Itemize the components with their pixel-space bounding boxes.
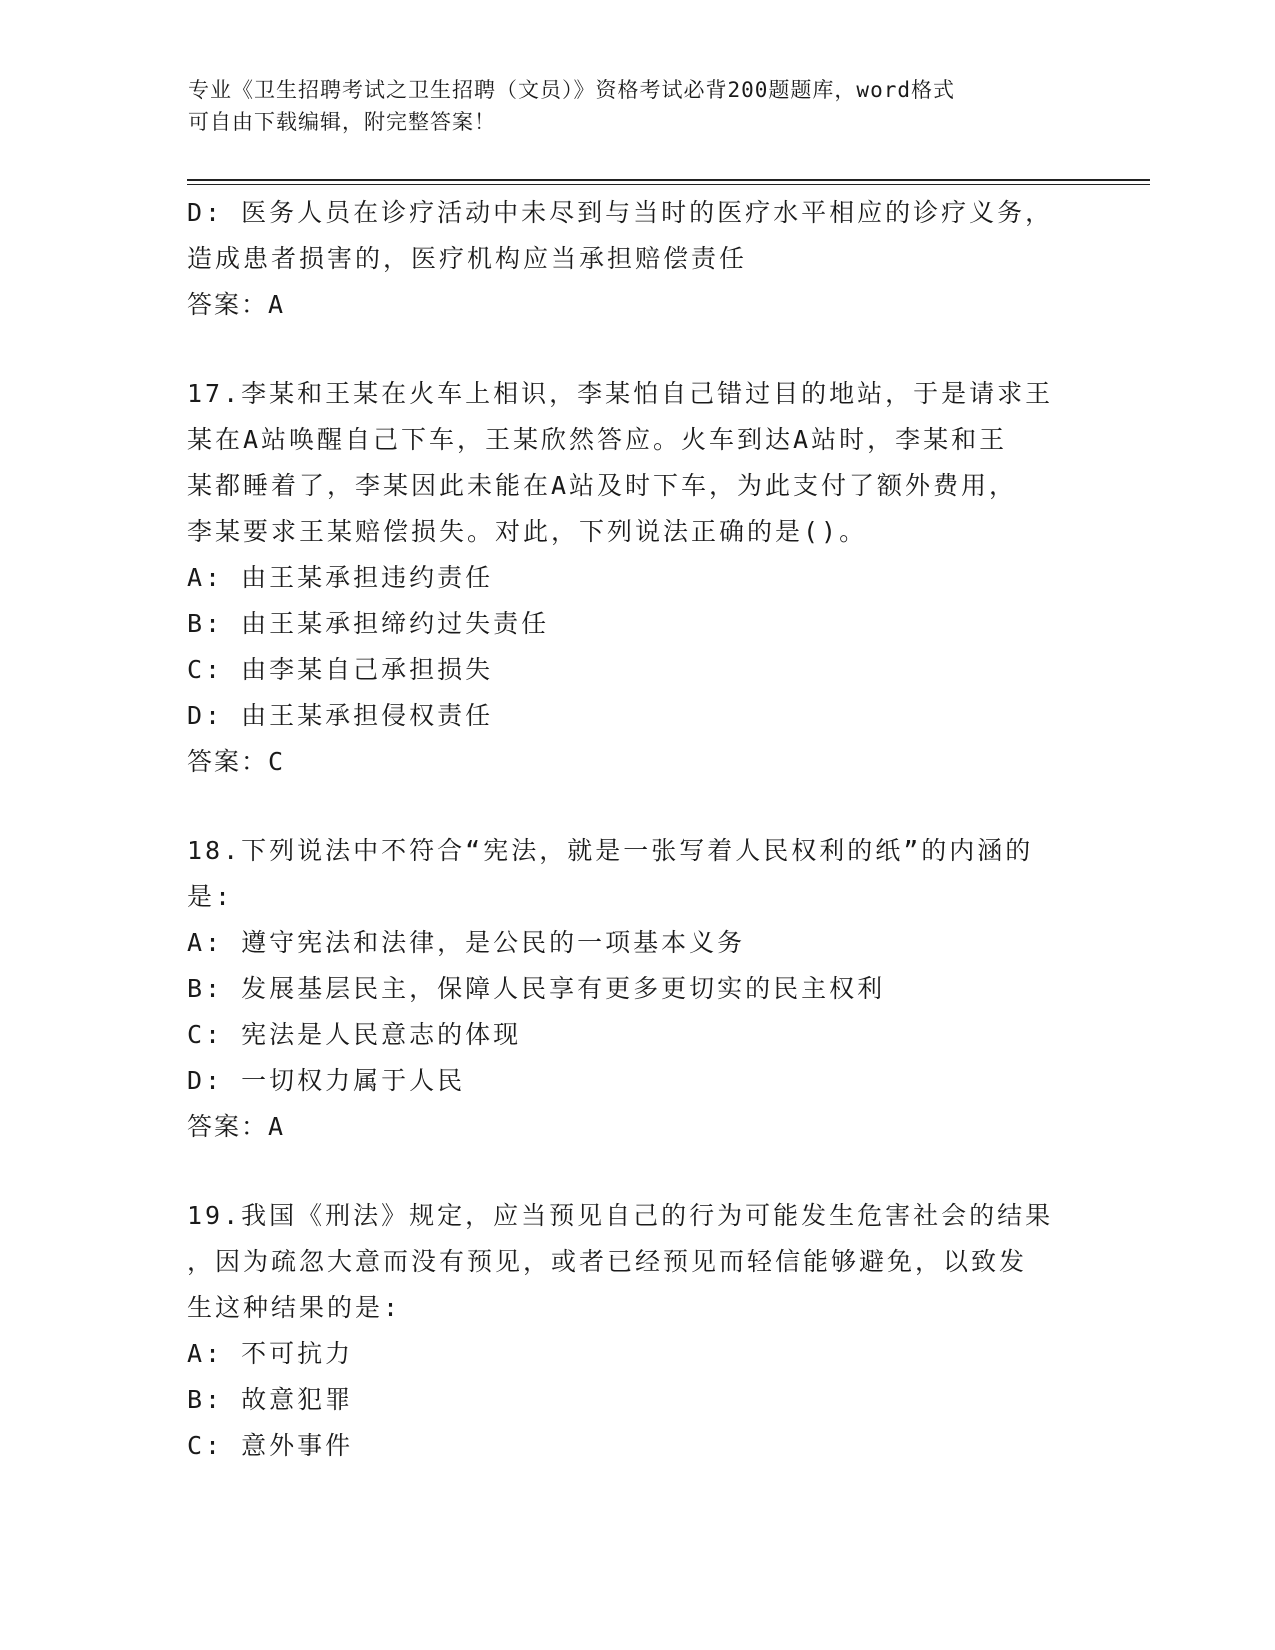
answer-line: [187, 1104, 1087, 1150]
question-text: 是:: [187, 882, 234, 911]
option-d: D: 医务人员在诊疗活动中未尽到与当时的医疗水平相应的诊疗义务，: [187, 198, 1054, 227]
question-18: [187, 828, 1087, 1150]
answer-label: 答案：: [187, 1112, 269, 1141]
question-16-tail: [187, 190, 1087, 328]
answer-line: [187, 282, 1087, 328]
option-d: D: 一切权力属于人民: [187, 1066, 466, 1095]
header-line-1: 专业《卫生招聘考试之卫生招聘（文员）》资格考试必背200题题库，word格式: [188, 78, 955, 102]
option-c: C: 宪法是人民意志的体现: [187, 1020, 522, 1049]
question-text: 生这种结果的是:: [187, 1293, 402, 1322]
header-divider: [187, 179, 1150, 185]
option-c: C: 意外事件: [187, 1431, 354, 1460]
option-b: B: 由王某承担缔约过失责任: [187, 609, 550, 638]
option-b: B: 发展基层民主，保障人民享有更多更切实的民主权利: [187, 974, 886, 1003]
answer-value: A: [268, 1112, 287, 1141]
question-text: 某都睡着了，李某因此未能在A站及时下车，为此支付了额外费用，: [187, 471, 1018, 500]
answer-line: [187, 739, 1087, 785]
document-header: [188, 74, 1068, 138]
option-b: B: 故意犯罪: [187, 1385, 354, 1414]
question-text: ，因为疏忽大意而没有预见，或者已经预见而轻信能够避免，以致发: [187, 1247, 1028, 1276]
question-text: 17.李某和王某在火车上相识，李某怕自己错过目的地站，于是请求王: [187, 379, 1054, 408]
question-text: 李某要求王某赔偿损失。对此，下列说法正确的是()。: [187, 517, 868, 546]
question-text: 某在A站唤醒自己下车，王某欣然答应。火车到达A站时，李某和王: [187, 425, 1008, 454]
option-a: A: 由王某承担违约责任: [187, 563, 494, 592]
question-19: [187, 1193, 1087, 1469]
option-a: A: 遵守宪法和法律，是公民的一项基本义务: [187, 928, 746, 957]
answer-label: 答案：: [187, 290, 269, 319]
answer-value: A: [268, 290, 287, 319]
option-d: D: 由王某承担侵权责任: [187, 701, 494, 730]
question-17: [187, 371, 1087, 785]
question-list: [187, 190, 1087, 1469]
answer-label: 答案：: [187, 747, 269, 776]
answer-value: C: [268, 747, 287, 776]
option-d-continued: 造成患者损害的，医疗机构应当承担赔偿责任: [187, 244, 748, 273]
header-line-2: 可自由下载编辑，附完整答案！: [188, 110, 496, 134]
question-text: 18.下列说法中不符合“宪法，就是一张写着人民权利的纸”的内涵的: [187, 836, 1034, 865]
option-a: A: 不可抗力: [187, 1339, 354, 1368]
option-c: C: 由李某自己承担损失: [187, 655, 494, 684]
question-text: 19.我国《刑法》规定，应当预见自己的行为可能发生危害社会的结果: [187, 1201, 1054, 1230]
